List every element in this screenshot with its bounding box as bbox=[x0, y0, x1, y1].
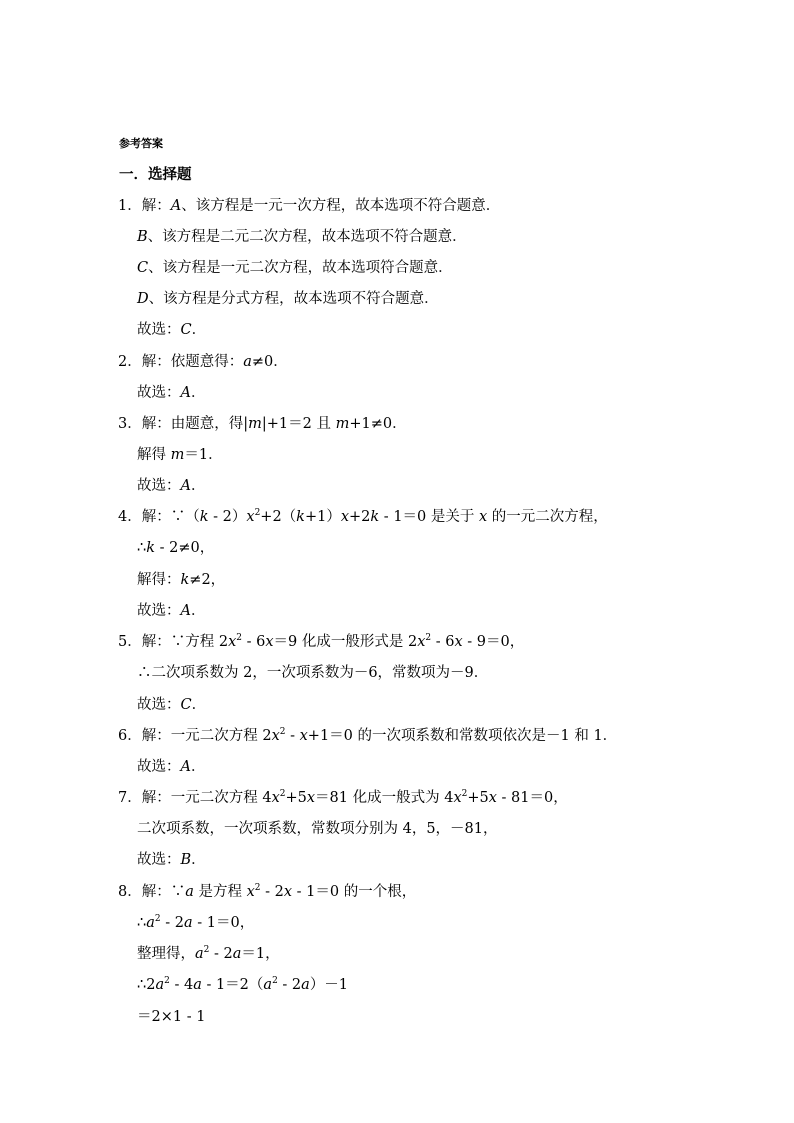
answer-line: B、该方程是二元二次方程，故本选项不符合题意． bbox=[137, 229, 467, 245]
answer-line: C、该方程是一元二次方程，故本选项符合题意． bbox=[137, 260, 453, 276]
answer-line: 3．解：由题意，得|m|+1＝2 且 m+1≠0． bbox=[118, 416, 407, 432]
answer-line: 整理得，$a^2 - 2a=1$， bbox=[137, 945, 280, 962]
answer-line: ∴二次项系数为 2，一次项系数为－6，常数项为－9． bbox=[137, 665, 489, 681]
answer-line: 4．解：∵（k - $2)x^2+2(k+1)x+2k - 1=0$ 是关于 x 的一元二次方程， bbox=[118, 508, 608, 525]
answer-line: 故选：C． bbox=[137, 322, 207, 338]
answer-line: 解得 m＝1． bbox=[137, 447, 223, 463]
answer-line: D、该方程是分式方程，故本选项不符合题意． bbox=[137, 291, 439, 307]
answer-line: $\therefore a^2 - 2a - 1=0$， bbox=[137, 914, 255, 931]
answer-line: 2．解：依题意得：a≠0． bbox=[118, 354, 288, 370]
answer-line: 二次项系数，一次项系数，常数项分别为 4，5，－81， bbox=[137, 821, 498, 837]
answer-line: 故选：A． bbox=[137, 385, 206, 401]
answer-line: 故选：B． bbox=[137, 852, 206, 868]
answer-line: 故选：C． bbox=[137, 697, 207, 713]
reference-answer-title: 参考答案 bbox=[119, 137, 163, 150]
answer-line: 解得：k≠2， bbox=[137, 572, 226, 588]
answer-line: 故选：A． bbox=[137, 759, 206, 775]
answer-line: 8．解：∵a 是方程 $x^2 - 2x - 1=0$ 的一个根， bbox=[118, 883, 417, 900]
answer-line: 7．解：一元二次方程 $4x^2+5x=81$ 化成一般式为 $4x^2+5x - 81=0$， bbox=[118, 789, 568, 806]
answer-line: $\therefore 2a^2 - 4a - 1=2(a^2 - 2a)-1$ bbox=[137, 976, 349, 993]
answer-line: 6．解：一元二次方程 $2x^2 - x+1=0$ 的一次项系数和常数项依次是－1 和 1． bbox=[118, 727, 618, 744]
answer-line: ∴k - 2≠0， bbox=[137, 540, 215, 556]
answer-line: 故选：A． bbox=[137, 478, 206, 494]
answer-line: 5．解：∵方程 $2x^2 - 6x=9$ 化成一般形式是 $2x^2 - 6x - 9=0$， bbox=[118, 633, 525, 650]
answer-line: 1．解：A、该方程是一元一次方程，故本选项不符合题意． bbox=[118, 198, 501, 214]
answer-line: ＝2×1 - 1 bbox=[137, 1009, 206, 1025]
answer-line: 故选：A． bbox=[137, 603, 206, 619]
section-title-multiple-choice: 一．选择题 bbox=[119, 167, 192, 183]
